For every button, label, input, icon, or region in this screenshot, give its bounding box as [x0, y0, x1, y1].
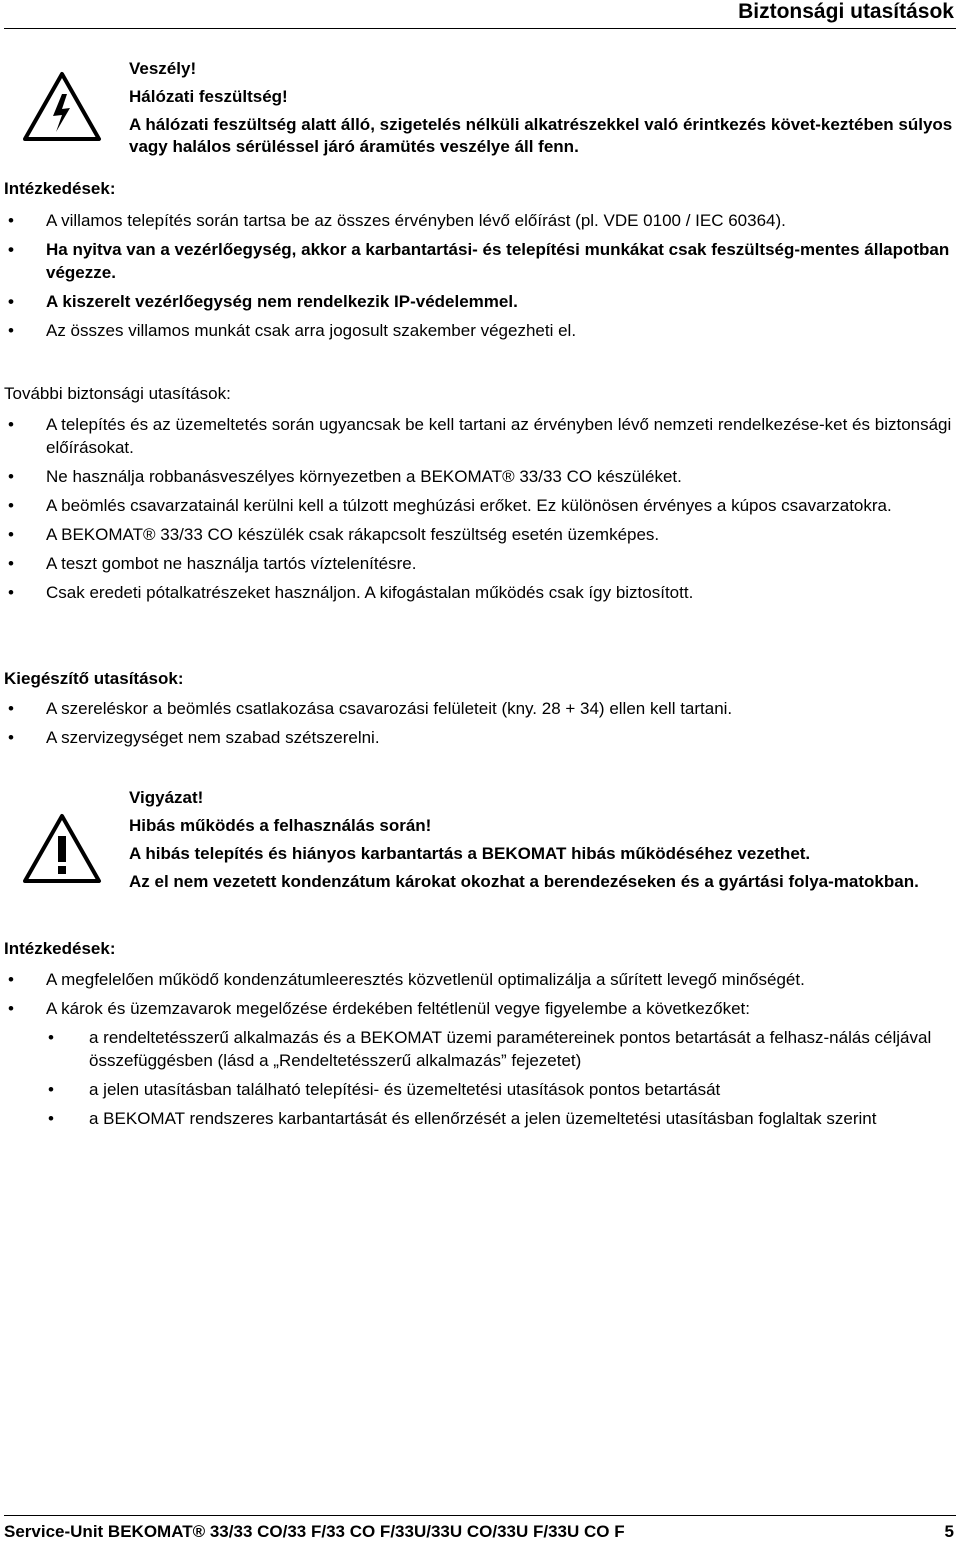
list-item: • Ha nyitva van a vezérlőegység, akkor a karbantartási- és telepítési munkákat csak feszültség-mentes állapotban végezze. [8, 240, 950, 282]
list-item: • A szereléskor a beömlés csatlakozása csavarozási felületeit (kny. 28 + 34) ellen kell tartani. [8, 699, 733, 718]
list-item: • A károk és üzemzavarok megelőzése érdekében feltétlenül vegye figyelembe a következőket: • a rendeltetésszerű alkalmazás és a BEKOMAT üzemi paramétereinek pontos betartását a felhasz-nálás céljával összefüggésben (lásd a „Rendeltetésszerű alkalmazás” fejezetet) • a jelen utasításban található telepítési- és üzemeltetési utasítások pontos betartását • a BEKOMAT rendszeres karbantartását és ellenőrzését a jelen üzemeltetési utasításban foglaltak szerint [4, 997, 954, 1130]
additional-list [4, 697, 954, 755]
warning-heading: Vigyázat! [129, 788, 204, 807]
page-number: 5 [944, 1522, 954, 1541]
list-item: • Csak eredeti pótalkatrészeket használjon. A kifogástalan működés csak így biztosított. [8, 583, 694, 602]
sub-list-item: • a rendeltetésszerű alkalmazás és a BEKOMAT üzemi paramétereinek pontos betartását a felhasz-nálás céljával összefüggésben (lásd a „Rendeltetésszerű alkalmazás” fejezetet) [48, 1028, 932, 1070]
list-item: • A szervizegységet nem szabad szétszerelni. [8, 728, 380, 747]
header-divider [4, 28, 956, 29]
list-item: • A telepítés és az üzemeltetés során ugyancsak be kell tartani az érvényben lévő nemzeti rendelkezése-ket és biztonsági előírásokat. [8, 415, 952, 457]
voltage-warning-block [129, 58, 954, 158]
list-item: • Ne használja robbanásveszélyes környezetben a BEKOMAT® 33/33 CO készüléket. [8, 467, 682, 486]
further-safety-title: További biztonsági utasítások: [4, 384, 231, 403]
measures-title: Intézkedések: [4, 179, 116, 198]
list-item: • A megfelelően működő kondenzátumleeresztés közvetlenül optimalizálja a sűrített levegő minőségét. [8, 970, 805, 989]
warning-text: A hibás telepítés és hiányos karbantartás a BEKOMAT hibás működéséhez vezethet. [129, 844, 811, 863]
footer-divider [4, 1515, 956, 1516]
list-item: • Az összes villamos munkát csak arra jogosult szakember végezheti el. [8, 321, 577, 340]
list-item: • A kiszerelt vezérlőegység nem rendelkezik IP-védelemmel. [8, 292, 518, 311]
warning-heading: Veszély! [129, 59, 197, 78]
page-header-title: Biztonsági utasítások [738, 0, 954, 23]
measures-title: Intézkedések: [4, 939, 116, 958]
measures-list [4, 209, 954, 348]
additional-title: Kiegészítő utasítások: [4, 669, 184, 688]
sub-list-item: • a jelen utasításban található telepítési- és üzemeltetési utasítások pontos betartását [48, 1080, 721, 1099]
list-item: • A teszt gombot ne használja tartós víztelenítésre. [8, 554, 417, 573]
list-item: • A villamos telepítés során tartsa be az összes érvényben lévő előírást (pl. VDE 0100 / IEC 60364). [8, 211, 786, 230]
high-voltage-warning-icon [22, 70, 102, 142]
sub-list [4, 1026, 954, 1130]
warning-subheading: Hibás működés a felhasználás során! [129, 816, 432, 835]
footer-product-name: Service-Unit BEKOMAT® 33/33 CO/33 F/33 CO F/33U/33U CO/33U F/33U CO F [4, 1522, 625, 1541]
measures-list [4, 968, 954, 1136]
warning-text: A hálózati feszültség alatt álló, szigetelés nélküli alkatrészekkel való érintkezés követ-keztében súlyos vagy halálos sérüléssel járó áramütés veszélye áll fenn. [129, 115, 953, 156]
warning-text: Az el nem vezetett kondenzátum károkat okozhat a berendezéseken és a gyártási folya-matokban. [129, 872, 919, 891]
warning-subheading: Hálózati feszültség! [129, 87, 288, 106]
list-item: • A BEKOMAT® 33/33 CO készülék csak rákapcsolt feszültség esetén üzemképes. [8, 525, 660, 544]
list-item: • A beömlés csavarzatainál kerülni kell a túlzott meghúzási erőket. Ez különösen érvényes a kúpos csavarzatokra. [8, 496, 892, 515]
sub-list-item: • a BEKOMAT rendszeres karbantartását és ellenőrzését a jelen üzemeltetési utasításban foglaltak szerint [48, 1109, 877, 1128]
exclamation-warning-icon [22, 812, 102, 884]
further-safety-list [4, 413, 954, 610]
malfunction-warning-block [129, 787, 954, 893]
